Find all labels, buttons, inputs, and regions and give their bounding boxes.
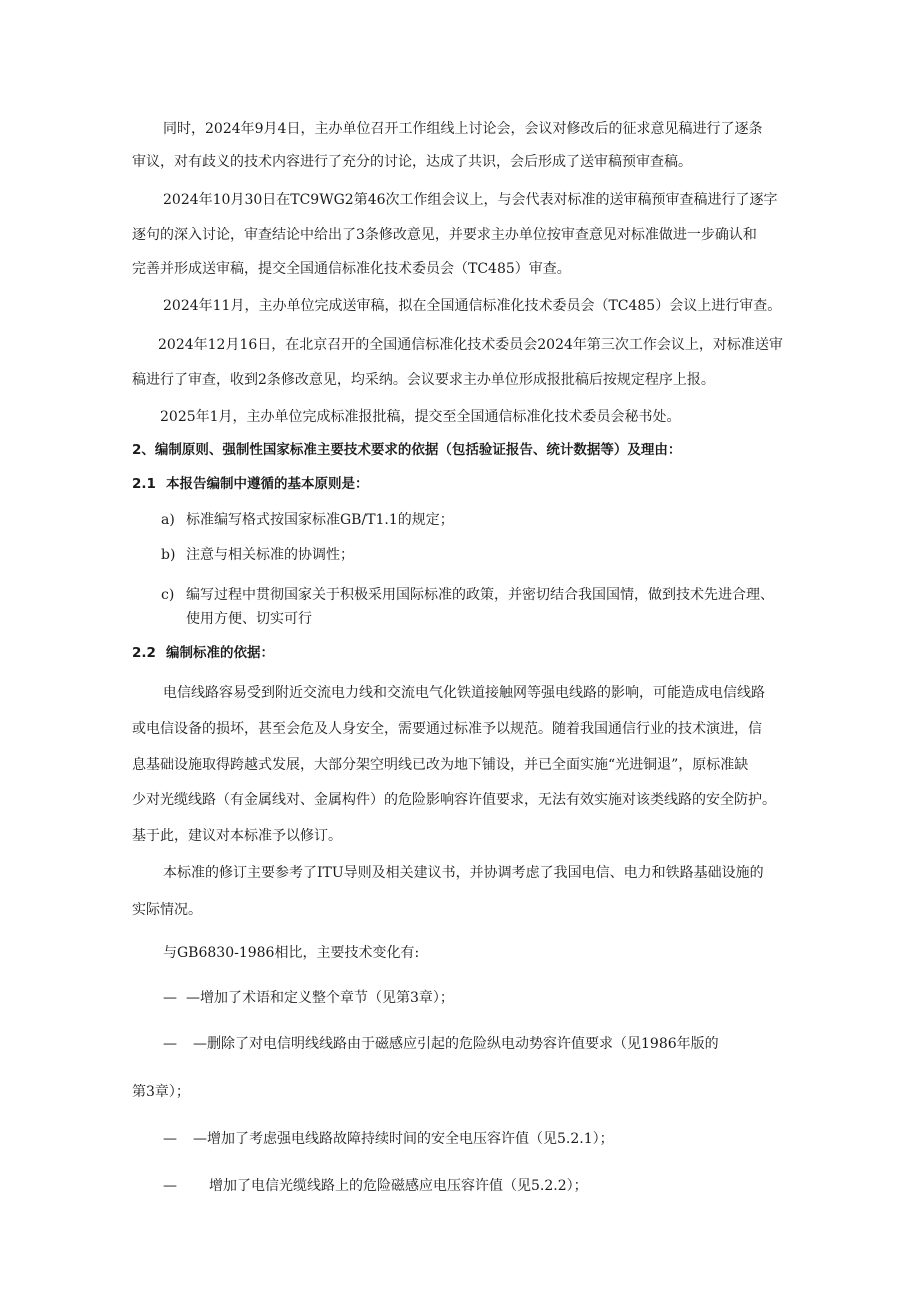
paragraph-line: 实际情况。 [132,902,202,918]
paragraph-line: 2025年1月，主办单位完成标准报批稿，提交至全国通信标准化技术委员会秘书处。 [160,409,681,425]
paragraph-line: 完善并形成送审稿，提交全国通信标准化技术委员会（TC485）审查。 [132,261,571,277]
section-heading: 2、编制原则、强制性国家标准主要技术要求的依据（包括验证报告、统计数据等）及理由： [132,442,682,458]
dash-marker: — [163,1036,177,1052]
list-item: 标准编写格式按国家标准GB/T1.1的规定； [186,512,454,528]
subsection-number: 2.2 [132,645,156,661]
paragraph-line: 电信线路容易受到附近交流电力线和交流电气化铁道接触网等强电线路的影响，可能造成电信线路 [163,685,765,701]
dash-marker: — [163,990,177,1006]
list-item: 注意与相关标准的协调性； [186,547,354,563]
change-item-continued: 第3章）； [132,1084,190,1100]
change-item: 增加了电信光缆线路上的危险磁感应电压容许值（见5.2.2）； [209,1178,588,1194]
paragraph-line: 稿进行了审查，收到2条修改意见，均采纳。会议要求主办单位形成报批稿后按规定程序上报。 [132,372,715,388]
change-item: —删除了对电信明线线路由于磁感应引起的危险纵电动势容许值要求（见1986年版的 [193,1036,719,1052]
paragraph-line: 与GB6830-1986相比，主要技术变化有: [163,945,420,961]
change-item: —增加了考虑强电线路故障持续时间的安全电压容许值（见5.2.1）； [193,1131,614,1147]
list-label: a) [161,512,175,528]
paragraph-line: 同时，2024年9月4日，主办单位召开工作组线上讨论会，会议对修改后的征求意见稿进行了逐条 [163,121,763,137]
paragraph-line: 或电信设备的损坏，甚至会危及人身安全，需要通过标准予以规范。随着我国通信行业的技术演进，信 [132,721,762,737]
paragraph-line: 本标准的修订主要参考了ITU导则及相关建议书，并协调考虑了我国电信、电力和铁路基础设施的 [163,865,764,881]
paragraph-line: 逐句的深入讨论，审查结论中给出了3条修改意见，并要求主办单位按审查意见对标准做进一步确认和 [132,227,757,243]
list-item: 编写过程中贯彻国家关于积极采用国际标准的政策，并密切结合我国国情，做到技术先进合理、 [186,587,774,603]
list-item-continued: 使用方便、切实可行 [186,611,312,627]
paragraph-line: 2024年10月30日在TC9WG2第46次工作组会议上，与会代表对标准的送审稿预审查稿进行了逐字 [163,192,778,208]
paragraph-line: 息基础设施取得跨越式发展，大部分架空明线已改为地下铺设，并已全面实施“光进铜退”，原标准缺 [132,757,749,773]
subsection-heading: 本报告编制中遵循的基本原则是： [166,476,369,492]
list-label: c) [161,587,175,603]
paragraph-line: 少对光缆线路（有金属线对、金属构件）的危险影响容许值要求，无法有效实施对该类线路的安全防护。 [132,792,776,808]
paragraph-line: 2024年11月，主办单位完成送审稿，拟在全国通信标准化技术委员会（TC485）会议上进行审查。 [163,298,782,314]
dash-marker: — [163,1178,177,1194]
paragraph-line: 基于此，建议对本标准予以修订。 [132,828,342,844]
paragraph-line: 2024年12月16日，在北京召开的全国通信标准化技术委员会2024年第三次工作会议上，对标准送审 [158,337,783,353]
paragraph-line: 审议，对有歧义的技术内容进行了充分的讨论，达成了共识，会后形成了送审稿预审查稿。 [132,154,692,170]
change-item: —增加了术语和定义整个章节（见第3章）； [186,990,454,1006]
dash-marker: — [163,1131,177,1147]
subsection-number: 2.1 [132,476,156,492]
list-label: b) [161,547,176,563]
subsection-heading: 编制标准的依据： [166,645,274,661]
